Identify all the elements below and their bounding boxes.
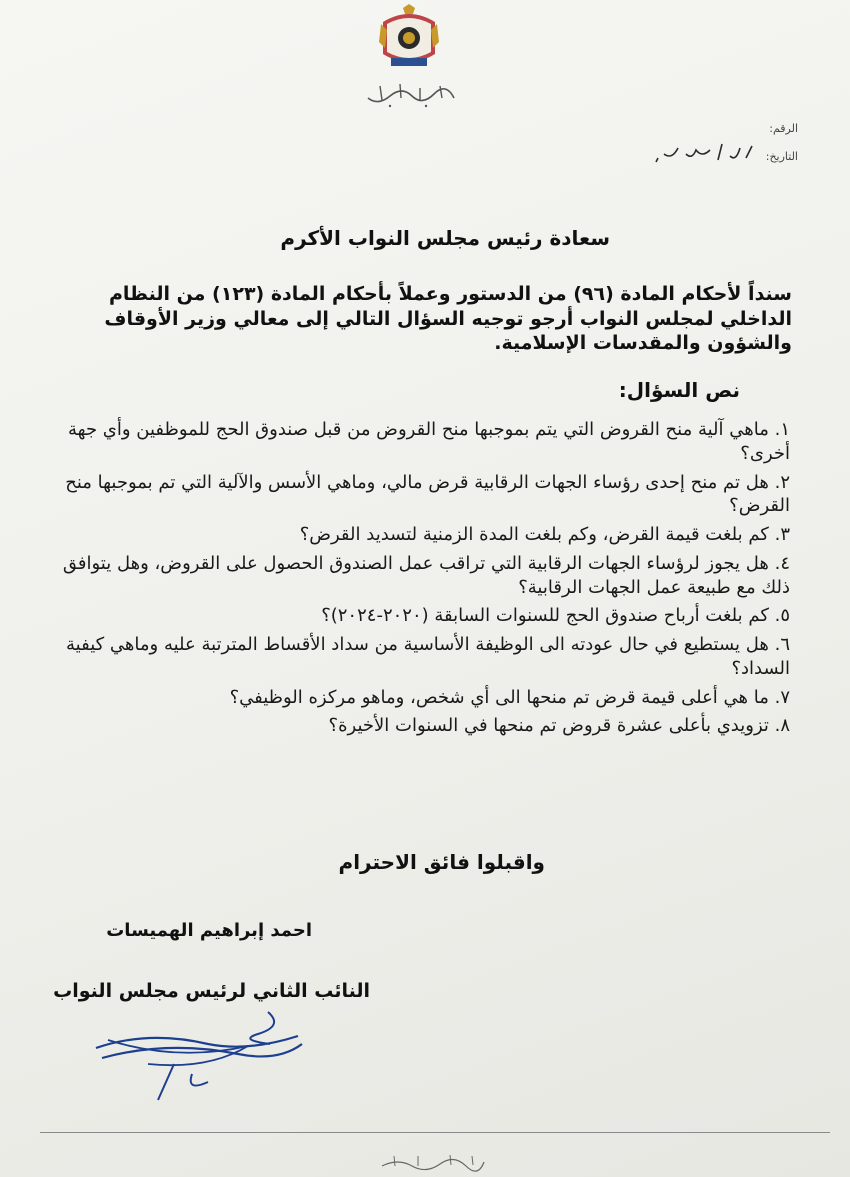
salutation: سعادة رئيس مجلس النواب الأكرم — [280, 226, 610, 250]
signer-name: احمد إبراهيم الهميسات — [106, 920, 312, 941]
intro-paragraph: سنداً لأحكام المادة (٩٦) من الدستور وعملاً بأحكام المادة (١٢٣) من النظام الداخلي لمجلس النواب أرجو توجيه السؤال التالي إلى معالي وزير الأوقاف والشؤون والمقدسات الإسلامية. — [104, 283, 792, 355]
council-calligraphy-logo — [360, 76, 460, 112]
date-label: التاريخ: — [765, 150, 798, 163]
footer-divider — [40, 1132, 830, 1133]
questions-list — [30, 418, 790, 743]
question-item: ١. ماهي آلية منح القروض التي يتم بموجبها منح القروض من قبل صندوق الحج للموظفين وأي جهة أخرى؟ — [68, 419, 790, 464]
reference-number-label: الرقم: — [769, 122, 798, 135]
footer-calligraphy-logo — [378, 1150, 488, 1174]
signer-title: النائب الثاني لرئيس مجلس النواب — [53, 980, 370, 1002]
question-item: ٦. هل يستطيع في حال عودته الى الوظيفة الأساسية من سداد الأقساط المترتبة عليه وماهي كيفية السداد؟ — [66, 634, 790, 679]
closing-line: واقبلوا فائق الاحترام — [338, 850, 545, 874]
question-item: ٤. هل يجوز لرؤساء الجهات الرقابية التي تراقب عمل الصندوق الحصول على القروض، وهل يتوافق ذلك مع طبيعة عمل الجهات الرقابية؟ — [62, 552, 790, 598]
question-item: ٥. كم بلغت أرباح صندوق الحج للسنوات السابقة (٢٠٢٠-٢٠٢٤)؟ — [321, 605, 790, 627]
handwritten-date — [652, 136, 762, 172]
question-item: ٢. هل تم منح إحدى رؤساء الجهات الرقابية قرض مالي، وماهي الأسس والآلية التي تم بموجبها منح القرض؟ — [65, 471, 790, 517]
question-item: ٧. ما هي أعلى قيمة قرض تم منحها الى أي شخص، وماهو مركزه الوظيفي؟ — [229, 686, 790, 708]
questions-heading: نص السؤال: — [618, 378, 740, 402]
question-item: ٨. تزويدي بأعلى عشرة قروض تم منحها في السنوات الأخيرة؟ — [328, 715, 790, 737]
royal-coat-of-arms-icon — [377, 4, 441, 72]
handwritten-signature-icon — [88, 1000, 318, 1110]
question-item: ٣. كم بلغت قيمة القرض، وكم بلغت المدة الزمنية لتسديد القرض؟ — [299, 524, 790, 545]
